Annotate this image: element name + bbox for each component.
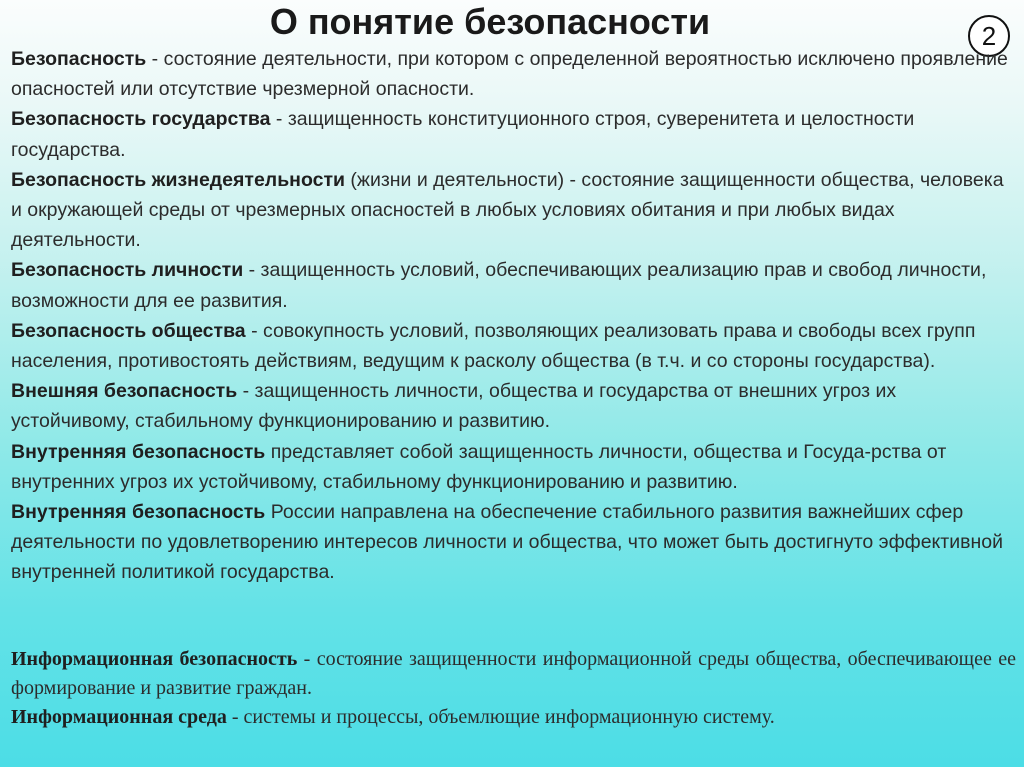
definition-text: России направлена на обеспечение стабильного развития важнейших сфер деятельности по удовлетворению интересов личности и общества, что может быть достигнуто эффективной внутренней политикой государства.	[11, 501, 1003, 584]
definition-term: Внутренняя безопасность	[11, 440, 266, 463]
definition-security	[11, 44, 1011, 104]
page-number-badge: 2	[968, 15, 1010, 57]
definition-text: (жизни и деятельности) - состояние защищенности общества, человека и окружающей среды от чрезмерных опасностей в любых условиях обитания и при любых видах деятельности.	[11, 168, 1004, 252]
definition-society-security	[11, 316, 1011, 376]
definition-term: Внешняя безопасность	[11, 380, 238, 403]
definition-state-security	[11, 104, 1011, 164]
definitions-list	[11, 44, 1011, 588]
definition-term: Безопасность личности	[11, 259, 244, 282]
definition-term: Безопасность	[11, 48, 147, 70]
definition-information-environment	[11, 703, 1016, 732]
definition-information-security	[11, 645, 1016, 703]
definition-term: Безопасность государства	[11, 108, 271, 131]
definition-external-security	[11, 376, 1011, 436]
definition-text: - совокупность условий, позволяющих реализовать права и свободы всех групп населения, противостоять действиям, ведущим к расколу общества (в т.ч. и со стороны государства).	[11, 319, 976, 373]
definition-text: - состояние защищенности информационной среды общества, обеспечивающее ее формирование и развитие граждан.	[11, 648, 1016, 699]
definition-personal-security	[11, 255, 1011, 315]
definition-text: - системы и процессы, объемлющие информационную систему.	[226, 706, 775, 728]
definition-text: представляет собой защищенность личности, общества и Госуда-рства от внутренних угроз их устойчивому, стабильному функционированию и развитию.	[11, 440, 947, 493]
definition-term: Внутренняя безопасность	[11, 501, 266, 524]
slide-title: О понятие безопасности	[269, 1, 711, 42]
definition-text: - защищенность личности, общества и государства от внешних угроз их устойчивому, стабильному функционированию и развитию.	[11, 380, 897, 433]
definition-internal-security	[11, 437, 1011, 497]
definition-life-safety	[11, 165, 1011, 256]
definition-term: Информационная безопасность	[11, 648, 298, 670]
definition-term: Безопасность общества	[11, 319, 246, 342]
definition-term: Информационная среда	[11, 706, 227, 728]
definition-text: - защищенность условий, обеспечивающих реализацию прав и свобод личности, возможности для ее развития.	[11, 259, 987, 312]
definition-term: Безопасность жизнедеятельности	[11, 168, 345, 191]
information-definitions	[11, 645, 1016, 732]
definition-text: - состояние деятельности, при котором с определенной вероятностью исключено проявление опасностей или отсутствие чрезмерной опасности.	[11, 48, 1008, 101]
definition-text: - защищенность конституционного строя, суверенитета и целостности государства.	[11, 108, 915, 161]
definition-internal-security-russia	[11, 497, 1011, 588]
